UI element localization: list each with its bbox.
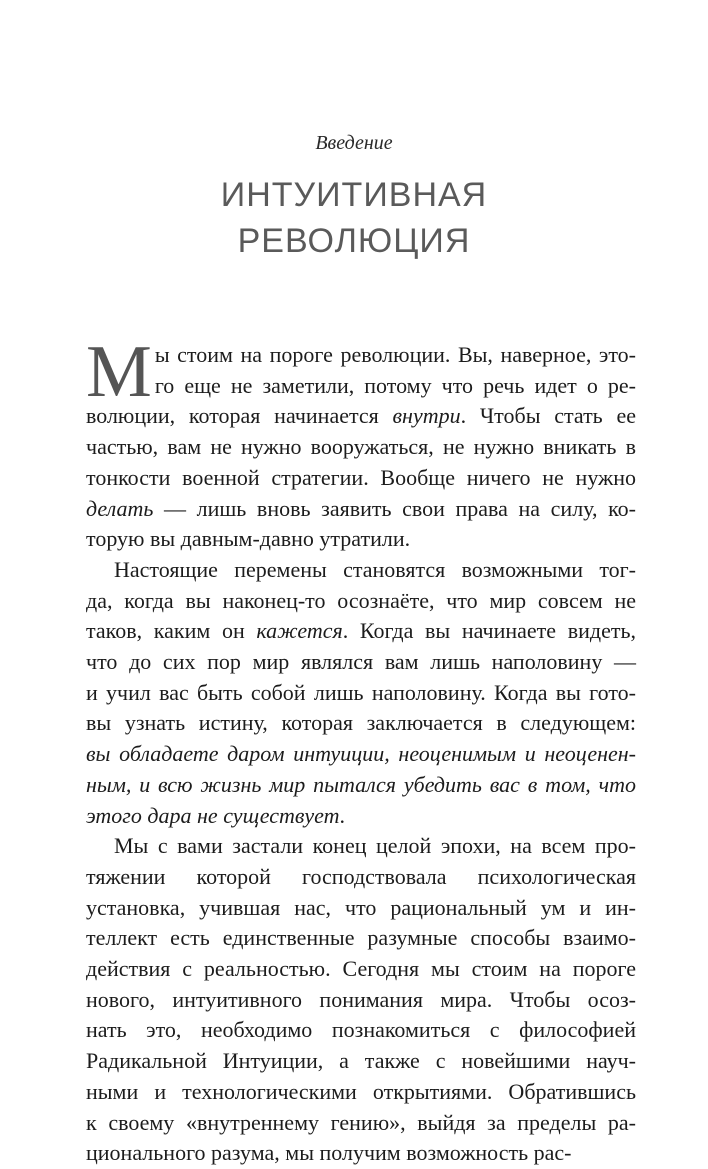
text-run: ционального разума, мы получим возможность рас- xyxy=(86,1140,572,1166)
text-line xyxy=(86,1015,636,1046)
text-line xyxy=(86,524,636,555)
text-run: тяжении которой господствовала психологическая xyxy=(86,863,636,889)
text-line xyxy=(86,555,636,586)
italic-text: внутри xyxy=(392,403,461,429)
chapter-title xyxy=(0,172,708,264)
text-line xyxy=(86,432,636,463)
section-label: Введение xyxy=(315,132,393,154)
text-run: нового, интуитивного понимания мира. Чтобы осоз- xyxy=(86,986,636,1012)
text-line xyxy=(86,678,636,709)
italic-text: этого дара не существует xyxy=(86,802,340,828)
paragraph xyxy=(86,831,636,1169)
text-run: и учил вас быть собой лишь наполовину. Когда вы гото- xyxy=(86,679,636,705)
paragraph xyxy=(86,555,636,831)
text-line xyxy=(86,801,636,832)
text-line xyxy=(86,862,636,893)
text-line xyxy=(86,893,636,924)
text-line xyxy=(86,954,636,985)
text-run: установка, учившая нас, что рациональный ум и ин- xyxy=(86,894,636,920)
text-run: торую вы давным-давно утратили. xyxy=(86,526,411,552)
text-run: Настоящие перемены становятся возможными тог- xyxy=(114,556,636,582)
italic-text: ным, и всю жизнь мир пытался убедить вас в том, что xyxy=(86,771,636,797)
text-line xyxy=(86,494,636,525)
text-run: го еще не заметили, потому что речь идет о ре- xyxy=(154,372,636,398)
chapter-title-line: РЕВОЛЮЦИЯ xyxy=(237,222,471,260)
text-run: таков, каким он xyxy=(86,618,257,644)
text-line xyxy=(86,340,636,371)
italic-text: вы обладаете даром интуиции, неоценимым и неоценен- xyxy=(86,741,636,767)
text-run: . Когда вы начинаете видеть, xyxy=(342,618,636,644)
text-run: что до сих пор мир являлся вам лишь наполовину — xyxy=(86,649,636,675)
body-text xyxy=(86,331,636,1169)
text-run: ными и технологическими открытиями. Обратившись xyxy=(86,1078,636,1104)
text-run: . Чтобы стать ее xyxy=(460,403,636,429)
text-line xyxy=(86,1077,636,1108)
text-run: вы узнать истину, которая заключается в следующем: xyxy=(86,710,636,736)
text-run: волюции, которая начинается xyxy=(86,403,393,429)
text-line xyxy=(86,770,636,801)
text-run: к своему «внутреннему гению», выйдя за пределы ра- xyxy=(86,1109,636,1135)
text-line xyxy=(86,1046,636,1077)
text-line xyxy=(86,463,636,494)
text-run: Радикальной Интуиции, а также с новейшими науч- xyxy=(86,1048,636,1074)
chapter-title-line: ИНТУИТИВНАЯ xyxy=(220,176,488,214)
text-line xyxy=(86,616,636,647)
text-line xyxy=(86,1108,636,1139)
text-line xyxy=(86,985,636,1016)
text-line xyxy=(86,401,636,432)
text-line xyxy=(86,1138,636,1169)
text-run: да, когда вы наконец-то осознаёте, что мир совсем не xyxy=(86,587,636,613)
paragraph xyxy=(86,331,636,555)
text-run: — лишь вновь заявить свои права на силу, ко- xyxy=(153,495,636,521)
text-line xyxy=(86,831,636,862)
italic-text: делать xyxy=(86,495,154,521)
text-run: Мы с вами застали конец целой эпохи, на всем про- xyxy=(114,833,636,859)
text-run: действия с реальностью. Сегодня мы стоим на пороге xyxy=(86,956,636,982)
text-run: частью, вам не нужно вооружаться, не нужно вникать в xyxy=(86,434,636,460)
italic-text: кажется xyxy=(256,618,343,644)
drop-cap: М xyxy=(86,331,152,413)
text-line xyxy=(86,923,636,954)
text-run: теллект есть единственные разумные способы взаимо- xyxy=(86,925,636,951)
text-run: . xyxy=(339,802,346,828)
text-run: нать это, необходимо познакомиться с философией xyxy=(86,1017,636,1043)
text-line xyxy=(86,647,636,678)
text-run: тонкости военной стратегии. Вообще ничего не нужно xyxy=(86,464,636,490)
text-line xyxy=(86,708,636,739)
text-line xyxy=(86,586,636,617)
text-line xyxy=(86,739,636,770)
text-line xyxy=(86,371,636,402)
text-run: ы стоим на пороге революции. Вы, наверное, это- xyxy=(154,342,636,367)
